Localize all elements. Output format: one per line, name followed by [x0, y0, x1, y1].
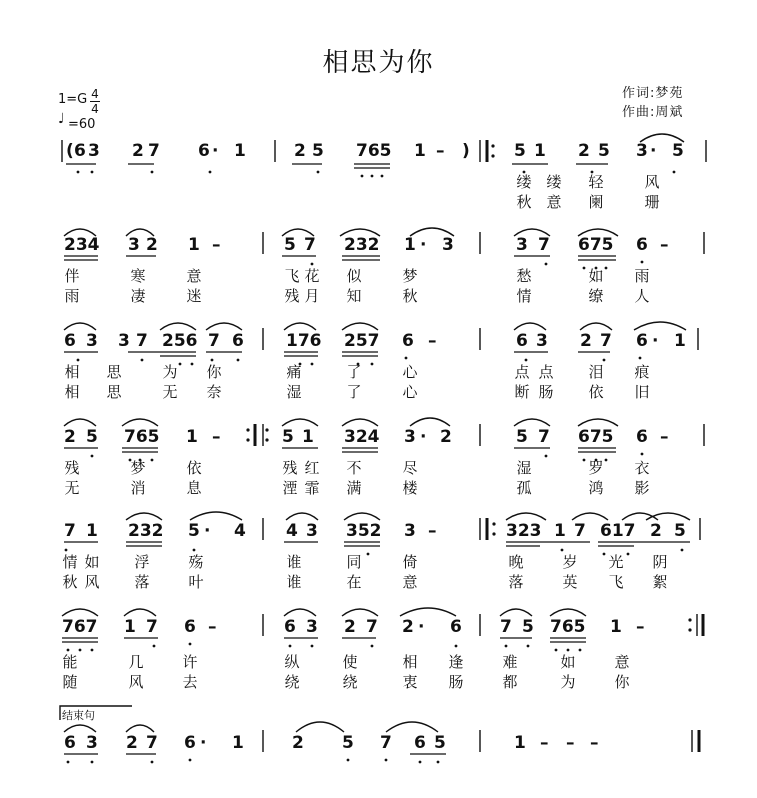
note: 2 [344, 617, 356, 637]
lyric: 凄 [130, 287, 146, 305]
lyric: 缕 [516, 173, 532, 191]
lyric: 相 [402, 653, 418, 671]
lyric: 意 [546, 193, 562, 211]
note: 3 [442, 235, 454, 255]
note: 1 [186, 427, 198, 447]
note: 176 [286, 331, 322, 351]
note: 5 [598, 141, 610, 161]
tempo-marking: =60 [68, 117, 96, 132]
lyric: 雨 [64, 287, 80, 305]
note: 6 [232, 331, 244, 351]
lyric: 情 [62, 553, 78, 571]
note: 2 [132, 141, 144, 161]
lyric: 霏 [304, 479, 320, 497]
lyric: 湿 [516, 459, 532, 477]
lyric: 逢 [448, 653, 464, 671]
song-title: 相思为你 [322, 48, 435, 78]
note: 1 [534, 141, 546, 161]
note: 352 [346, 521, 382, 541]
lyric: 楼 [402, 479, 418, 497]
dash: – [212, 427, 221, 447]
lyric: 点 [514, 363, 530, 381]
lyric: 落 [508, 573, 524, 591]
note: 6 [64, 331, 76, 351]
note: 1 [674, 331, 686, 351]
note: 2 [294, 141, 306, 161]
note: 7 [148, 141, 160, 161]
note: 3 [86, 733, 98, 753]
lyric: 秋 [402, 287, 418, 305]
note: 6 [450, 617, 462, 637]
lyric: 谁 [286, 573, 302, 591]
lyric: 缭 [588, 287, 604, 305]
note: 324 [344, 427, 380, 447]
lyric: 衷 [402, 673, 418, 691]
note: 2 [578, 141, 590, 161]
lyric: 无 [64, 479, 80, 497]
note: 7 [380, 733, 392, 753]
note: 1 [610, 617, 622, 637]
lyric: 英 [562, 573, 578, 591]
lyric: 痛 [286, 363, 302, 381]
lyric: 珊 [644, 193, 660, 211]
lyric: 你 [206, 363, 222, 381]
dash: – [428, 521, 437, 541]
lyric: 在 [346, 573, 362, 591]
lyric: 如 [84, 553, 100, 571]
dash: – [208, 617, 217, 637]
lyric: 相 [64, 383, 80, 401]
lyric: 湮 [282, 479, 298, 497]
note: 6 [198, 141, 210, 161]
note: 6 [516, 331, 528, 351]
lyric: 意 [186, 267, 202, 285]
lyric: 花 [304, 267, 320, 285]
quarter-note-icon: ♩ [58, 111, 65, 127]
note: 7 [146, 617, 158, 637]
dash: – [636, 617, 645, 637]
note: 234 [64, 235, 100, 255]
note: 3 [404, 521, 416, 541]
note: 7 [208, 331, 220, 351]
lyric: 思 [106, 363, 122, 381]
note: 7 [64, 521, 76, 541]
lyric: 湿 [286, 383, 302, 401]
lyric: 纵 [284, 653, 300, 671]
lyric: 晚 [508, 553, 524, 571]
lyric: 秋 [516, 193, 532, 211]
lyric: 心 [402, 363, 418, 381]
note: 5 [312, 141, 324, 161]
dot: · [650, 141, 657, 161]
lyric: 絮 [652, 573, 668, 591]
dash: – [436, 141, 445, 161]
note: 7 [574, 521, 586, 541]
note: 767 [62, 617, 98, 637]
note: 6 [64, 733, 76, 753]
lyric: 梦 [130, 459, 146, 477]
note: 3 [306, 521, 318, 541]
time-signature-top: 4 [91, 87, 99, 101]
note: 5 [188, 521, 200, 541]
paren-open: ( [66, 141, 74, 161]
lyric: 谁 [286, 553, 302, 571]
lyric: 尽 [402, 459, 418, 477]
lyric: 许 [182, 653, 198, 671]
lyricist-credit: 作词:梦苑 [622, 86, 684, 101]
note: 2 [440, 427, 452, 447]
lyric: 风 [644, 173, 660, 191]
note: 5 [282, 427, 294, 447]
lyric: 满 [346, 479, 362, 497]
note: 765 [550, 617, 586, 637]
lyric: 风 [128, 673, 144, 691]
lyric: 意 [614, 653, 630, 671]
note: 7 [500, 617, 512, 637]
lyric: 阑 [588, 193, 604, 211]
lyric: 秋 [62, 573, 78, 591]
note: 6 [636, 235, 648, 255]
note: 1 [404, 235, 416, 255]
lyric: 难 [502, 653, 518, 671]
note: 3 [404, 427, 416, 447]
note: 5 [672, 141, 684, 161]
note: 6 [402, 331, 414, 351]
note: 1 [188, 235, 200, 255]
note: 1 [554, 521, 566, 541]
lyric: 人 [634, 287, 650, 305]
note: 3 [88, 141, 100, 161]
dot: · [652, 331, 659, 351]
lyric: 飞 [284, 267, 300, 285]
lyric: 去 [182, 673, 198, 691]
lyric: 残 [282, 459, 298, 477]
note: 7 [538, 427, 550, 447]
note: 3 [516, 235, 528, 255]
lyric: 知 [346, 287, 362, 305]
lyric: 随 [62, 673, 78, 691]
note: 2 [146, 235, 158, 255]
lyric: 使 [342, 653, 358, 671]
lyric: 残 [64, 459, 80, 477]
note: 4 [286, 521, 298, 541]
lyric: 息 [186, 479, 202, 497]
note: 1 [414, 141, 426, 161]
note: 3 [118, 331, 130, 351]
lyric: 绕 [284, 673, 300, 691]
lyric: 落 [134, 573, 150, 591]
note: 257 [344, 331, 380, 351]
lyric: 都 [502, 673, 518, 691]
note: 1 [234, 141, 246, 161]
note: 765 [124, 427, 160, 447]
note: 617 [600, 521, 636, 541]
note: 5 [522, 617, 534, 637]
note: 7 [600, 331, 612, 351]
note: 1 [86, 521, 98, 541]
time-signature-bottom: 4 [91, 102, 99, 116]
lyric: 似 [346, 267, 362, 285]
note: 6 [184, 617, 196, 637]
lyric: 肠 [538, 383, 554, 401]
note: 675 [578, 427, 614, 447]
lyric: 消 [130, 479, 146, 497]
note: 5 [342, 733, 354, 753]
ending-label: 结束句 [62, 709, 95, 722]
lyric: 殇 [188, 553, 204, 571]
note: 1 [232, 733, 244, 753]
lyric: 风 [84, 573, 100, 591]
note: 4 [234, 521, 246, 541]
dot: · [204, 521, 211, 541]
lyric: 奈 [206, 383, 222, 401]
note: 232 [344, 235, 380, 255]
note: 1 [514, 733, 526, 753]
dash: – [590, 733, 599, 753]
lyric: 同 [346, 553, 362, 571]
lyric: 倚 [402, 553, 418, 571]
lyric: 红 [304, 459, 320, 477]
dot: · [418, 617, 425, 637]
lyric: 轻 [588, 173, 604, 191]
note: 2 [650, 521, 662, 541]
lyric: 光 [608, 553, 624, 571]
lyric: 鸿 [588, 479, 604, 497]
lyric: 为 [560, 673, 576, 691]
lyric: 伴 [64, 267, 80, 285]
paren-close: ) [462, 141, 470, 161]
note: 7 [366, 617, 378, 637]
note: 5 [284, 235, 296, 255]
note: 3 [306, 617, 318, 637]
lyric: 寒 [130, 267, 146, 285]
note: 1 [302, 427, 314, 447]
lyric: 点 [538, 363, 554, 381]
lyric: 肠 [448, 673, 464, 691]
note: 232 [128, 521, 164, 541]
lyric: 情 [516, 287, 532, 305]
note: 7 [538, 235, 550, 255]
composer-credit: 作曲:周斌 [622, 105, 684, 120]
dot: · [420, 427, 427, 447]
note: 2 [64, 427, 76, 447]
note: 2 [402, 617, 414, 637]
note: 5 [86, 427, 98, 447]
note: 6 [636, 331, 648, 351]
lyric: 几 [128, 653, 144, 671]
lyric: 心 [402, 383, 418, 401]
lyric: 思 [106, 383, 122, 401]
lyric: 痕 [634, 363, 650, 381]
note: 2 [126, 733, 138, 753]
dot: · [420, 235, 427, 255]
note: 2 [292, 733, 304, 753]
lyric: 雨 [634, 267, 650, 285]
note: 7 [136, 331, 148, 351]
lyric: 愁 [516, 267, 532, 285]
note: 6 [414, 733, 426, 753]
lyric: 不 [346, 459, 362, 477]
note: 675 [578, 235, 614, 255]
lyric: 月 [304, 287, 320, 305]
note: 256 [162, 331, 198, 351]
dot: · [212, 141, 219, 161]
note: 5 [674, 521, 686, 541]
note: 6 [184, 733, 196, 753]
lyric: 岁 [562, 553, 578, 571]
dash: – [566, 733, 575, 753]
note: 6 [284, 617, 296, 637]
lyric: 意 [402, 573, 418, 591]
lyric: 能 [62, 653, 78, 671]
note: 3 [636, 141, 648, 161]
lyric: 了 [346, 383, 362, 401]
lyric: 泪 [588, 363, 604, 381]
note: 3 [128, 235, 140, 255]
lyric: 你 [614, 673, 630, 691]
lyric: 迷 [186, 287, 202, 305]
lyric: 相 [64, 363, 80, 381]
lyric: 如 [588, 267, 604, 285]
lyric: 叶 [188, 573, 204, 591]
note: 6 [74, 141, 86, 161]
lyric: 了 [346, 363, 362, 381]
note: 765 [356, 141, 392, 161]
dash: – [660, 427, 669, 447]
note: 5 [516, 427, 528, 447]
note: 7 [146, 733, 158, 753]
dash: – [660, 235, 669, 255]
lyric: 依 [186, 459, 202, 477]
key-signature: 1=G [58, 92, 88, 107]
lyric: 断 [514, 383, 530, 401]
dash: – [540, 733, 549, 753]
lyric: 绕 [342, 673, 358, 691]
note: 3 [86, 331, 98, 351]
lyric: 依 [588, 383, 604, 401]
note: 1 [124, 617, 136, 637]
note: 3 [536, 331, 548, 351]
lyric: 罗 [588, 459, 604, 477]
dot: · [200, 733, 207, 753]
lyric: 如 [560, 653, 576, 671]
note: 323 [506, 521, 542, 541]
lyric: 阴 [652, 553, 668, 571]
dash: – [428, 331, 437, 351]
lyric: 孤 [516, 479, 532, 497]
note: 6 [636, 427, 648, 447]
lyric: 缕 [546, 173, 562, 191]
lyric: 飞 [608, 573, 624, 591]
lyric: 影 [634, 479, 650, 497]
lyric: 无 [162, 383, 178, 401]
note: 2 [580, 331, 592, 351]
lyric: 梦 [402, 267, 418, 285]
lyric: 为 [162, 363, 178, 381]
dash: – [212, 235, 221, 255]
note: 7 [304, 235, 316, 255]
lyric: 浮 [134, 553, 150, 571]
lyric: 残 [284, 287, 300, 305]
lyric: 旧 [634, 383, 650, 401]
note: 5 [434, 733, 446, 753]
note: 5 [514, 141, 526, 161]
lyric: 衣 [634, 459, 650, 477]
